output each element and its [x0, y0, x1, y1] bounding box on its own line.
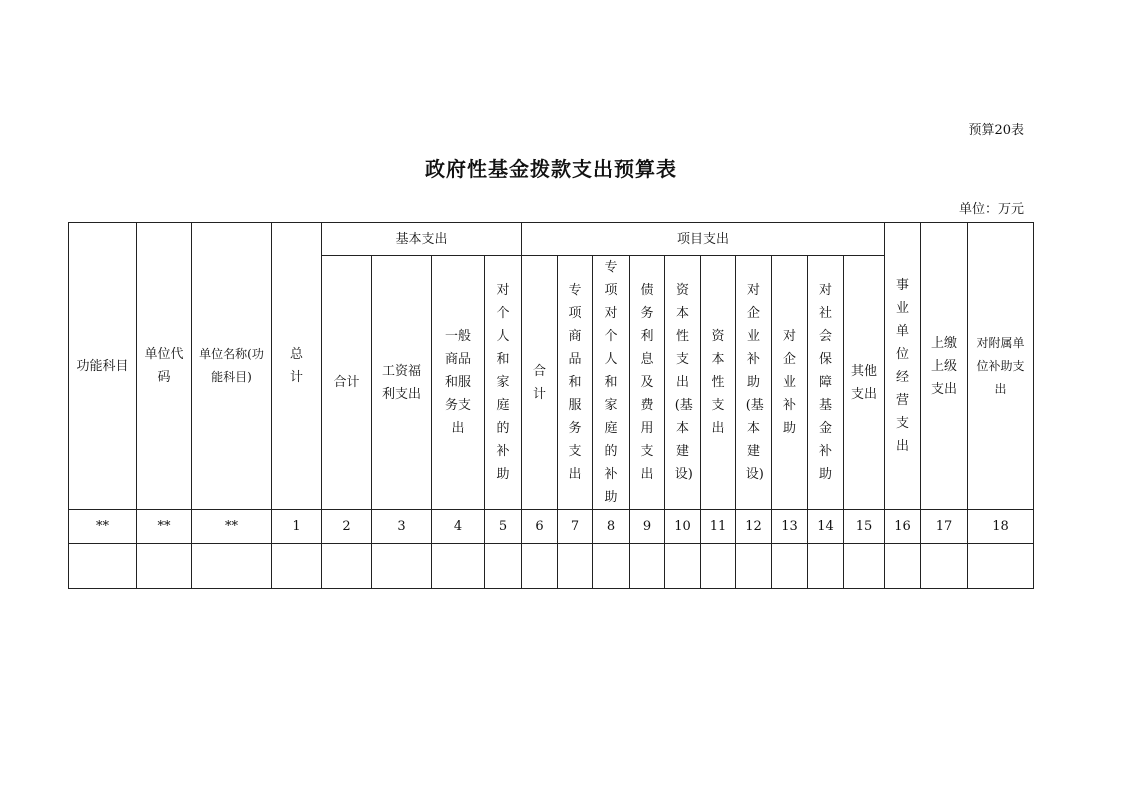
index-cell: 10: [665, 510, 701, 544]
index-cell: 18: [968, 510, 1034, 544]
data-cell: [558, 544, 593, 589]
data-cell: [322, 544, 372, 589]
data-cell: [137, 544, 192, 589]
data-cell: [736, 544, 772, 589]
header-total: 总计: [272, 223, 322, 510]
data-cell: [968, 544, 1034, 589]
header-debt-interest: 债务利息及费用支出: [630, 256, 665, 510]
data-cell: [808, 544, 844, 589]
index-cell: **: [192, 510, 272, 544]
header-subsidiary-subsidy: 对附属单位补助支出: [968, 223, 1034, 510]
index-cell: 17: [921, 510, 968, 544]
header-wages-welfare: 工资福利支出: [372, 256, 432, 510]
header-other-expenditure: 其他支出: [844, 256, 885, 510]
data-cell: [665, 544, 701, 589]
budget-table: [68, 222, 1034, 589]
header-special-goods-services: 专项商品和服务支出: [558, 256, 593, 510]
header-enterprise-subsidy-infra: 对企业补助(基本建设): [736, 256, 772, 510]
index-cell: 14: [808, 510, 844, 544]
header-unit-name: 单位名称(功能科目): [192, 223, 272, 510]
header-project-total: 合计: [522, 256, 558, 510]
data-cell: [272, 544, 322, 589]
data-cell: [69, 544, 137, 589]
header-special-personal-subsidy: 专项对个人和家庭的补助: [593, 256, 630, 510]
header-capital-infrastructure: 资本性支出(基本建设): [665, 256, 701, 510]
index-cell: 2: [322, 510, 372, 544]
index-cell: 15: [844, 510, 885, 544]
data-cell: [885, 544, 921, 589]
data-cell: [192, 544, 272, 589]
index-cell: 3: [372, 510, 432, 544]
header-enterprise-subsidy: 对企业补助: [772, 256, 808, 510]
header-goods-services: 一般商品和服务支出: [432, 256, 485, 510]
header-capital-expenditure: 资本性支出: [701, 256, 736, 510]
header-business-operation: 事业单位经营支出: [885, 223, 921, 510]
index-row: [69, 510, 1034, 544]
index-cell: 8: [593, 510, 630, 544]
header-unit-code: 单位代码: [137, 223, 192, 510]
index-cell: 16: [885, 510, 921, 544]
data-cell: [522, 544, 558, 589]
data-cell: [485, 544, 522, 589]
header-basic-total: 合计: [322, 256, 372, 510]
index-cell: 12: [736, 510, 772, 544]
index-cell: 9: [630, 510, 665, 544]
header-function-subject: 功能科目: [69, 223, 137, 510]
index-cell: **: [69, 510, 137, 544]
index-cell: 13: [772, 510, 808, 544]
index-cell: 5: [485, 510, 522, 544]
header-personal-family-subsidy: 对个人和家庭的补助: [485, 256, 522, 510]
data-cell: [372, 544, 432, 589]
header-project-expenditure: 项目支出: [522, 223, 885, 256]
data-cell: [432, 544, 485, 589]
index-cell: 1: [272, 510, 322, 544]
header-basic-expenditure: 基本支出: [322, 223, 522, 256]
index-cell: 6: [522, 510, 558, 544]
data-cell: [772, 544, 808, 589]
header-social-security-fund: 对社会保障基金补助: [808, 256, 844, 510]
data-cell: [921, 544, 968, 589]
unit-label: 单位：万元: [958, 202, 1024, 217]
index-cell: 11: [701, 510, 736, 544]
data-row-empty: [69, 544, 1034, 589]
form-number: 预算20表: [968, 123, 1024, 138]
header-remit-superior: 上缴上级支出: [921, 223, 968, 510]
data-cell: [701, 544, 736, 589]
data-cell: [844, 544, 885, 589]
page-title: 政府性基金拨款支出预算表: [425, 157, 677, 181]
index-cell: 7: [558, 510, 593, 544]
data-cell: [630, 544, 665, 589]
index-cell: 4: [432, 510, 485, 544]
data-cell: [593, 544, 630, 589]
index-cell: **: [137, 510, 192, 544]
